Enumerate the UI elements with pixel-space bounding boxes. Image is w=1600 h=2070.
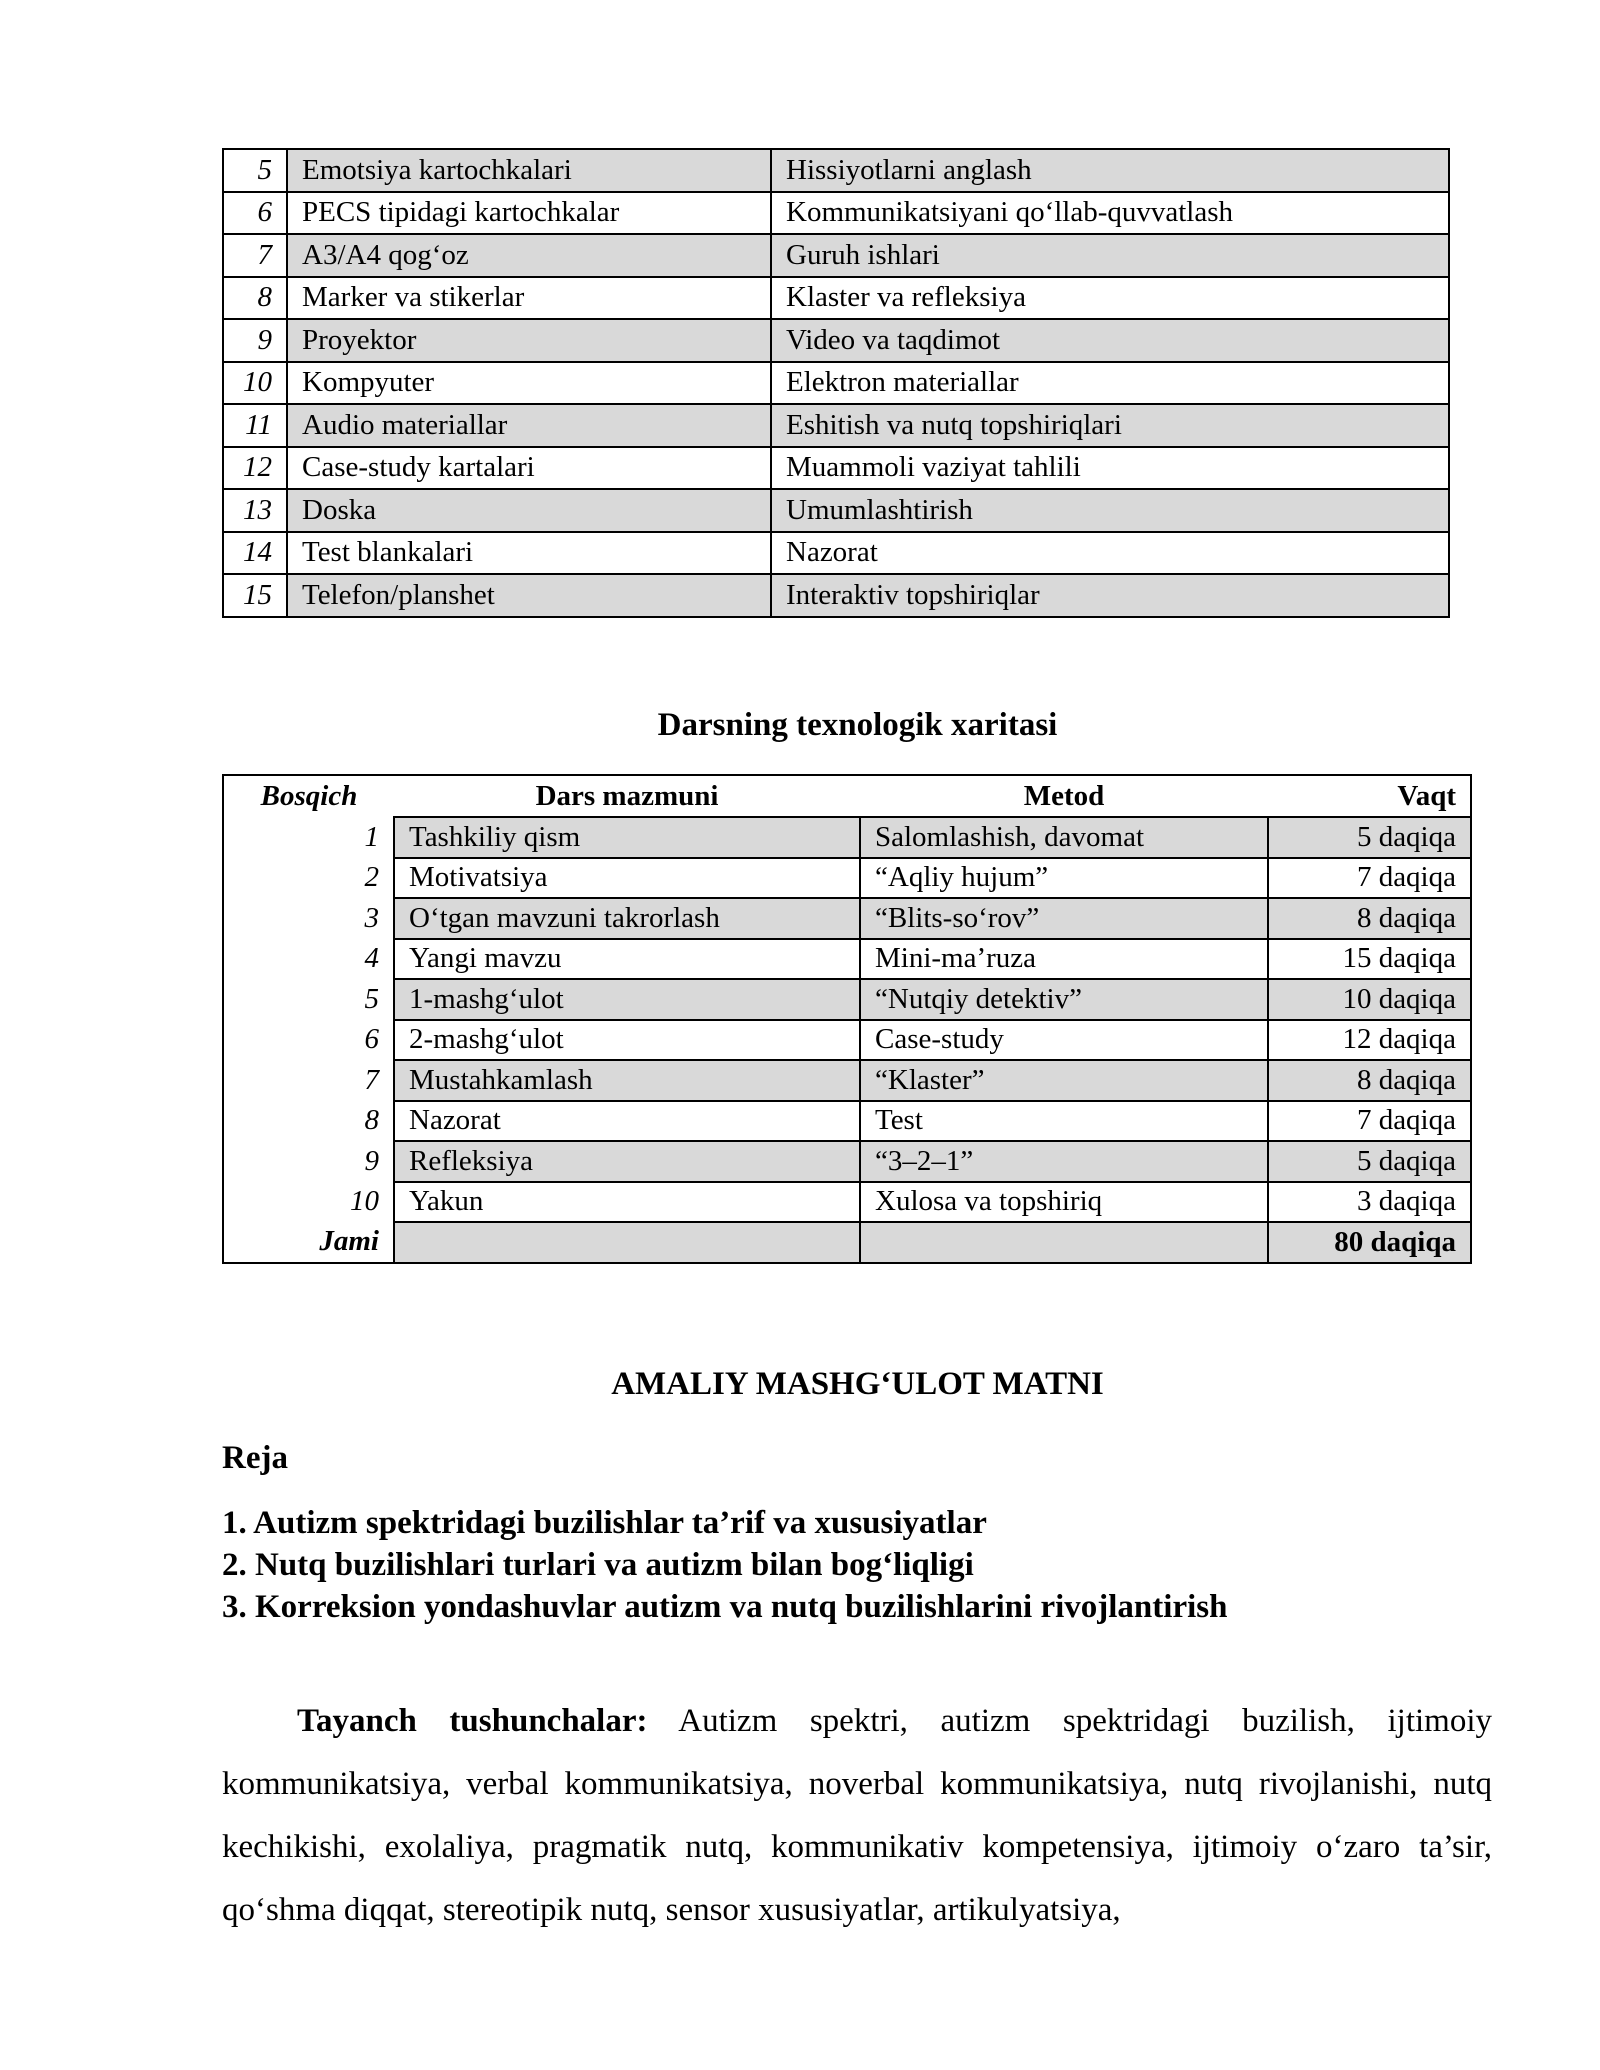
stage-number: 7 <box>223 1060 394 1101</box>
table-row <box>223 319 1449 362</box>
total-empty-content <box>394 1222 860 1263</box>
total-row <box>223 1222 1471 1263</box>
lesson-time: 15 daqiqa <box>1268 939 1471 980</box>
resource-purpose: Eshitish va nutq topshiriqlari <box>771 404 1449 447</box>
table-row <box>223 817 1471 858</box>
resource-purpose: Guruh ishlari <box>771 234 1449 277</box>
table-row <box>223 574 1449 617</box>
resource-purpose: Elektron materiallar <box>771 362 1449 405</box>
plan-label: Reja <box>222 1440 288 1476</box>
plan-item: 1. Autizm spektridagi buzilishlar ta’rif va xususiyatlar <box>222 1505 987 1541</box>
key-terms-text: Autizm spektri, autizm spektridagi buzilish, ijtimoiy kommunikatsiya, verbal kommunikatsiya, noverbal kommunikatsiya, nutq rivojlanishi, nutq kechikishi, exolaliya, pragmatik nutq, kommunikativ kompetensiya, ijtimoiy o‘zaro ta’sir, qo‘shma diqqat, stereotipik nutq, sensor xususiyatlar, artikulyatsiya, <box>222 1703 1492 1928</box>
lesson-method: “Klaster” <box>860 1060 1268 1101</box>
row-number: 15 <box>223 574 287 617</box>
resources-table-body <box>223 149 1449 617</box>
header-method: Metod <box>860 775 1268 817</box>
resource-purpose: Muammoli vaziyat tahlili <box>771 447 1449 490</box>
resource-name: Kompyuter <box>287 362 771 405</box>
header-stage: Bosqich <box>223 775 394 817</box>
stage-number: 1 <box>223 817 394 858</box>
lesson-time: 10 daqiqa <box>1268 979 1471 1020</box>
lesson-content: Mustahkamlash <box>394 1060 860 1101</box>
resource-purpose: Video va taqdimot <box>771 319 1449 362</box>
table-row <box>223 234 1449 277</box>
lesson-content: Refleksiya <box>394 1141 860 1182</box>
resource-purpose: Umumlashtirish <box>771 489 1449 532</box>
table-row <box>223 362 1449 405</box>
lesson-content: Yakun <box>394 1182 860 1223</box>
lesson-time: 7 daqiqa <box>1268 1101 1471 1142</box>
total-empty-method <box>860 1222 1268 1263</box>
lesson-content: Tashkiliy qism <box>394 817 860 858</box>
stage-number: 2 <box>223 858 394 899</box>
table-row <box>223 277 1449 320</box>
stage-number: 10 <box>223 1182 394 1223</box>
lesson-content: 2-mashg‘ulot <box>394 1020 860 1061</box>
table-row <box>223 898 1471 939</box>
resource-purpose: Hissiyotlarni anglash <box>771 149 1449 192</box>
lesson-time: 12 daqiqa <box>1268 1020 1471 1061</box>
row-number: 10 <box>223 362 287 405</box>
stage-number: 5 <box>223 979 394 1020</box>
key-terms-paragraph <box>222 1690 1492 1942</box>
lesson-content: Motivatsiya <box>394 858 860 899</box>
tech-map-title: Darsning texnologik xaritasi <box>657 707 1058 743</box>
lesson-time: 7 daqiqa <box>1268 858 1471 899</box>
resource-name: Telefon/planshet <box>287 574 771 617</box>
row-number: 11 <box>223 404 287 447</box>
lesson-method: Salomlashish, davomat <box>860 817 1268 858</box>
lesson-time: 8 daqiqa <box>1268 1060 1471 1101</box>
lesson-method: Case-study <box>860 1020 1268 1061</box>
table-row <box>223 1141 1471 1182</box>
resource-purpose: Nazorat <box>771 532 1449 575</box>
tech-map-header-row <box>223 775 1471 817</box>
table-row <box>223 979 1471 1020</box>
table-row <box>223 1101 1471 1142</box>
table-row <box>223 858 1471 899</box>
row-number: 6 <box>223 192 287 235</box>
lesson-method: Test <box>860 1101 1268 1142</box>
resource-name: Proyektor <box>287 319 771 362</box>
header-content: Dars mazmuni <box>394 775 860 817</box>
lesson-method: “3–2–1” <box>860 1141 1268 1182</box>
table-row <box>223 1020 1471 1061</box>
lesson-content: Yangi mavzu <box>394 939 860 980</box>
section-title: AMALIY MASHG‘ULOT MATNI <box>611 1366 1104 1402</box>
table-row <box>223 939 1471 980</box>
table-row <box>223 447 1449 490</box>
resource-name: A3/A4 qog‘oz <box>287 234 771 277</box>
table-row <box>223 532 1449 575</box>
resource-purpose: Kommunikatsiyani qo‘llab-quvvatlash <box>771 192 1449 235</box>
table-row <box>223 489 1449 532</box>
lesson-method: Mini-ma’ruza <box>860 939 1268 980</box>
table-row <box>223 1060 1471 1101</box>
lesson-time: 3 daqiqa <box>1268 1182 1471 1223</box>
resources-table <box>222 148 1450 618</box>
lesson-time: 8 daqiqa <box>1268 898 1471 939</box>
resource-name: Emotsiya kartochkalari <box>287 149 771 192</box>
lesson-method: “Nutqiy detektiv” <box>860 979 1268 1020</box>
table-row <box>223 192 1449 235</box>
table-row <box>223 404 1449 447</box>
row-number: 7 <box>223 234 287 277</box>
tech-map-table <box>222 774 1472 1264</box>
resource-name: PECS tipidagi kartochkalar <box>287 192 771 235</box>
lesson-content: Nazorat <box>394 1101 860 1142</box>
lesson-content: 1-mashg‘ulot <box>394 979 860 1020</box>
table-row <box>223 149 1449 192</box>
lesson-time: 5 daqiqa <box>1268 817 1471 858</box>
table-row <box>223 1182 1471 1223</box>
resource-name: Test blankalari <box>287 532 771 575</box>
plan-item: 2. Nutq buzilishlari turlari va autizm bilan bog‘liqligi <box>222 1547 974 1583</box>
lesson-method: Xulosa va topshiriq <box>860 1182 1268 1223</box>
row-number: 13 <box>223 489 287 532</box>
row-number: 8 <box>223 277 287 320</box>
row-number: 14 <box>223 532 287 575</box>
lesson-method: “Blits-so‘rov” <box>860 898 1268 939</box>
tech-map-table-body <box>223 817 1471 1263</box>
header-time: Vaqt <box>1268 775 1471 817</box>
stage-number: 9 <box>223 1141 394 1182</box>
stage-number: 3 <box>223 898 394 939</box>
stage-number: 6 <box>223 1020 394 1061</box>
row-number: 5 <box>223 149 287 192</box>
resource-name: Doska <box>287 489 771 532</box>
resource-name: Case-study kartalari <box>287 447 771 490</box>
lesson-time: 5 daqiqa <box>1268 1141 1471 1182</box>
row-number: 12 <box>223 447 287 490</box>
row-number: 9 <box>223 319 287 362</box>
lesson-method: “Aqliy hujum” <box>860 858 1268 899</box>
stage-number: 4 <box>223 939 394 980</box>
plan-list <box>222 1502 1227 1628</box>
resource-purpose: Klaster va refleksiya <box>771 277 1449 320</box>
plan-item: 3. Korreksion yondashuvlar autizm va nutq buzilishlarini rivojlantirish <box>222 1589 1228 1625</box>
key-terms-label: Tayanch tushunchalar: <box>297 1703 648 1739</box>
total-time: 80 daqiqa <box>1268 1222 1471 1263</box>
resource-name: Audio materiallar <box>287 404 771 447</box>
lesson-content: O‘tgan mavzuni takrorlash <box>394 898 860 939</box>
total-label: Jami <box>223 1222 394 1263</box>
stage-number: 8 <box>223 1101 394 1142</box>
resource-name: Marker va stikerlar <box>287 277 771 320</box>
resource-purpose: Interaktiv topshiriqlar <box>771 574 1449 617</box>
